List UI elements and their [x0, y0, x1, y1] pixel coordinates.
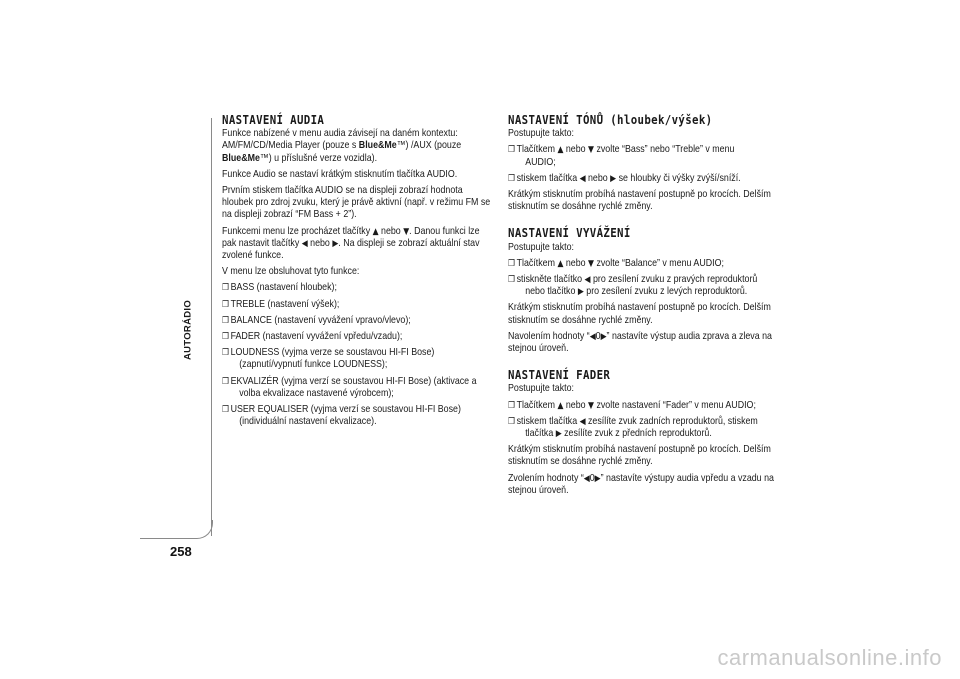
balance-intro: Postupujte takto: — [508, 241, 574, 253]
section-label: AUTORÁDIO — [182, 299, 194, 361]
tones-outro: Krátkým stisknutím probíhá nastavení postupně po krocích. Delším stisknutím se dosáhne rychlé změny. — [508, 189, 771, 213]
fader-center-note: Zvolením hodnoty “◀0▶” nastavíte výstupy audia vpředu a vzadu na stejnou úroveň. — [508, 472, 774, 496]
tones-intro: Postupujte takto: — [508, 128, 574, 140]
checkbox-bullet-icon: ❒ — [222, 299, 229, 310]
left-arrow-icon: ◀ — [579, 173, 586, 184]
list-item: ❒ stiskem tlačítka ◀ zesílíte zvuk zadních reproduktorů, stiskem tlačítka ▶ zesílíte zvuk z předních reproduktorů. — [508, 415, 758, 440]
left-arrow-icon: ◀ — [583, 473, 590, 484]
audio-paragraph: V menu lze obsluhovat tyto funkce: — [222, 266, 360, 278]
left-arrow-icon: ◀ — [579, 416, 586, 427]
brand-name: Blue&Me — [358, 140, 397, 152]
margin-rule-curve — [140, 520, 213, 539]
right-arrow-icon: ▶ — [577, 287, 584, 298]
heading-fader-settings: NASTAVENÍ FADER — [508, 367, 611, 383]
audio-intro: Funkce nabízené v menu audia závisejí na daném kontextu: AM/FM/CD/Media Player (pouze s Blue&Me™) /AUX (pouze Blue&Me™) u příslušné verze vozidla). — [222, 128, 462, 164]
left-arrow-icon: ◀ — [584, 275, 591, 286]
heading-balance-settings: NASTAVENÍ VYVÁŽENÍ — [508, 225, 631, 241]
list-item: ❒ Tlačítkem ▲ nebo ▼ zvolte “Bass” nebo “Treble” v menu AUDIO; — [508, 144, 735, 168]
right-arrow-icon: ▶ — [332, 238, 339, 249]
list-item: ❒ stiskněte tlačítko ◀ pro zesílení zvuku z pravých reproduktorů nebo tlačítko ▶ pro zesílení zvuku z levých reproduktorů. — [508, 274, 758, 298]
right-column — [508, 114, 781, 501]
left-arrow-icon: ◀ — [301, 238, 308, 249]
right-arrow-icon: ▶ — [600, 331, 607, 342]
margin-rule — [211, 118, 212, 536]
function-list-item: ❒ BALANCE (nastavení vyvážení vpravo/vlevo); — [222, 314, 411, 326]
balance-outro: Krátkým stisknutím probíhá nastavení postupně po krocích. Delším stisknutím se dosáhne rychlé změny. — [508, 302, 771, 326]
checkbox-bullet-icon: ❒ — [222, 376, 229, 387]
balance-center-note: Navolením hodnoty “◀0▶” nastavíte výstup audia zprava a zleva na stejnou úroveň. — [508, 330, 772, 355]
heading-tone-settings: NASTAVENÍ TÓNŮ (hloubek/výšek) — [508, 112, 713, 127]
heading-audio-settings: NASTAVENÍ AUDIA — [222, 112, 325, 127]
list-item: ❒ stiskem tlačítka ◀ nebo ▶ se hloubky či výšky zvýší/sníží. — [508, 172, 741, 184]
checkbox-bullet-icon: ❒ — [222, 332, 229, 343]
function-list-item: ❒ LOUDNESS (vyjma verze se soustavou HI-FI Bose) (zapnutí/vypnutí funkce LOUDNESS); — [222, 347, 435, 371]
left-arrow-icon: ◀ — [589, 331, 596, 342]
checkbox-bullet-icon: ❒ — [222, 315, 229, 326]
audio-paragraph: Prvním stiskem tlačítka AUDIO se na displeji zobrazí hodnota hloubek pro zdroj zvuku, který je právě aktivní (např. v režimu FM se na displeji zobrazí “FM Bass + 2”). — [222, 185, 491, 221]
down-arrow-icon: ▼ — [588, 400, 594, 411]
up-arrow-icon: ▲ — [557, 145, 564, 156]
page-number: 258 — [170, 544, 192, 559]
function-list-item: ❒ FADER (nastavení vyvážení vpředu/vzadu); — [222, 331, 403, 343]
function-list-item: ❒ TREBLE (nastavení výšek); — [222, 298, 340, 310]
up-arrow-icon: ▲ — [557, 400, 564, 411]
checkbox-bullet-icon: ❒ — [508, 258, 515, 269]
checkbox-bullet-icon: ❒ — [508, 275, 515, 286]
right-arrow-icon: ▶ — [555, 429, 562, 440]
checkbox-bullet-icon: ❒ — [508, 400, 515, 411]
function-list-item: ❒ BASS (nastavení hloubek); — [222, 282, 337, 294]
checkbox-bullet-icon: ❒ — [508, 416, 515, 427]
down-arrow-icon: ▼ — [588, 258, 594, 269]
checkbox-bullet-icon: ❒ — [222, 405, 229, 416]
checkbox-bullet-icon: ❒ — [222, 348, 229, 359]
checkbox-bullet-icon: ❒ — [222, 283, 229, 294]
left-column — [222, 114, 495, 432]
checkbox-bullet-icon: ❒ — [508, 145, 515, 156]
fader-outro: Krátkým stisknutím probíhá nastavení postupně po krocích. Delším stisknutím se dosáhne rychlé změny. — [508, 444, 771, 468]
function-list-item: ❒ USER EQUALISER (vyjma verzí se soustavou HI-FI Bose) (individuální nastavení ekvalizace). — [222, 404, 461, 428]
checkbox-bullet-icon: ❒ — [508, 173, 515, 184]
up-arrow-icon: ▲ — [372, 226, 379, 237]
down-arrow-icon: ▼ — [588, 145, 594, 156]
audio-paragraph: Funkce Audio se nastaví krátkým stisknutím tlačítka AUDIO. — [222, 168, 458, 180]
watermark: carmanualsonline.info — [717, 645, 942, 670]
function-list-item: ❒ EKVALIZÉR (vyjma verzí se soustavou HI-FI Bose) (aktivace a volba ekvalizace nastavené výrobcem); — [222, 375, 477, 399]
down-arrow-icon: ▼ — [403, 226, 410, 237]
audio-navigation-paragraph: Funkcemi menu lze procházet tlačítky ▲ nebo ▼. Danou funkci lze pak nastavit tlačítky ◀ nebo ▶. Na displeji se zobrazí aktuální stav zvolené funkce. — [222, 225, 480, 262]
fader-intro: Postupujte takto: — [508, 383, 574, 395]
right-arrow-icon: ▶ — [594, 473, 601, 484]
list-item: ❒ Tlačítkem ▲ nebo ▼ zvolte “Balance” v menu AUDIO; — [508, 257, 724, 269]
functions-list — [222, 282, 495, 428]
up-arrow-icon: ▲ — [557, 258, 564, 269]
brand-name: Blue&Me — [222, 152, 260, 164]
list-item: ❒ Tlačítkem ▲ nebo ▼ zvolte nastavení “Fader” v menu AUDIO; — [508, 399, 756, 411]
right-arrow-icon: ▶ — [610, 173, 617, 184]
